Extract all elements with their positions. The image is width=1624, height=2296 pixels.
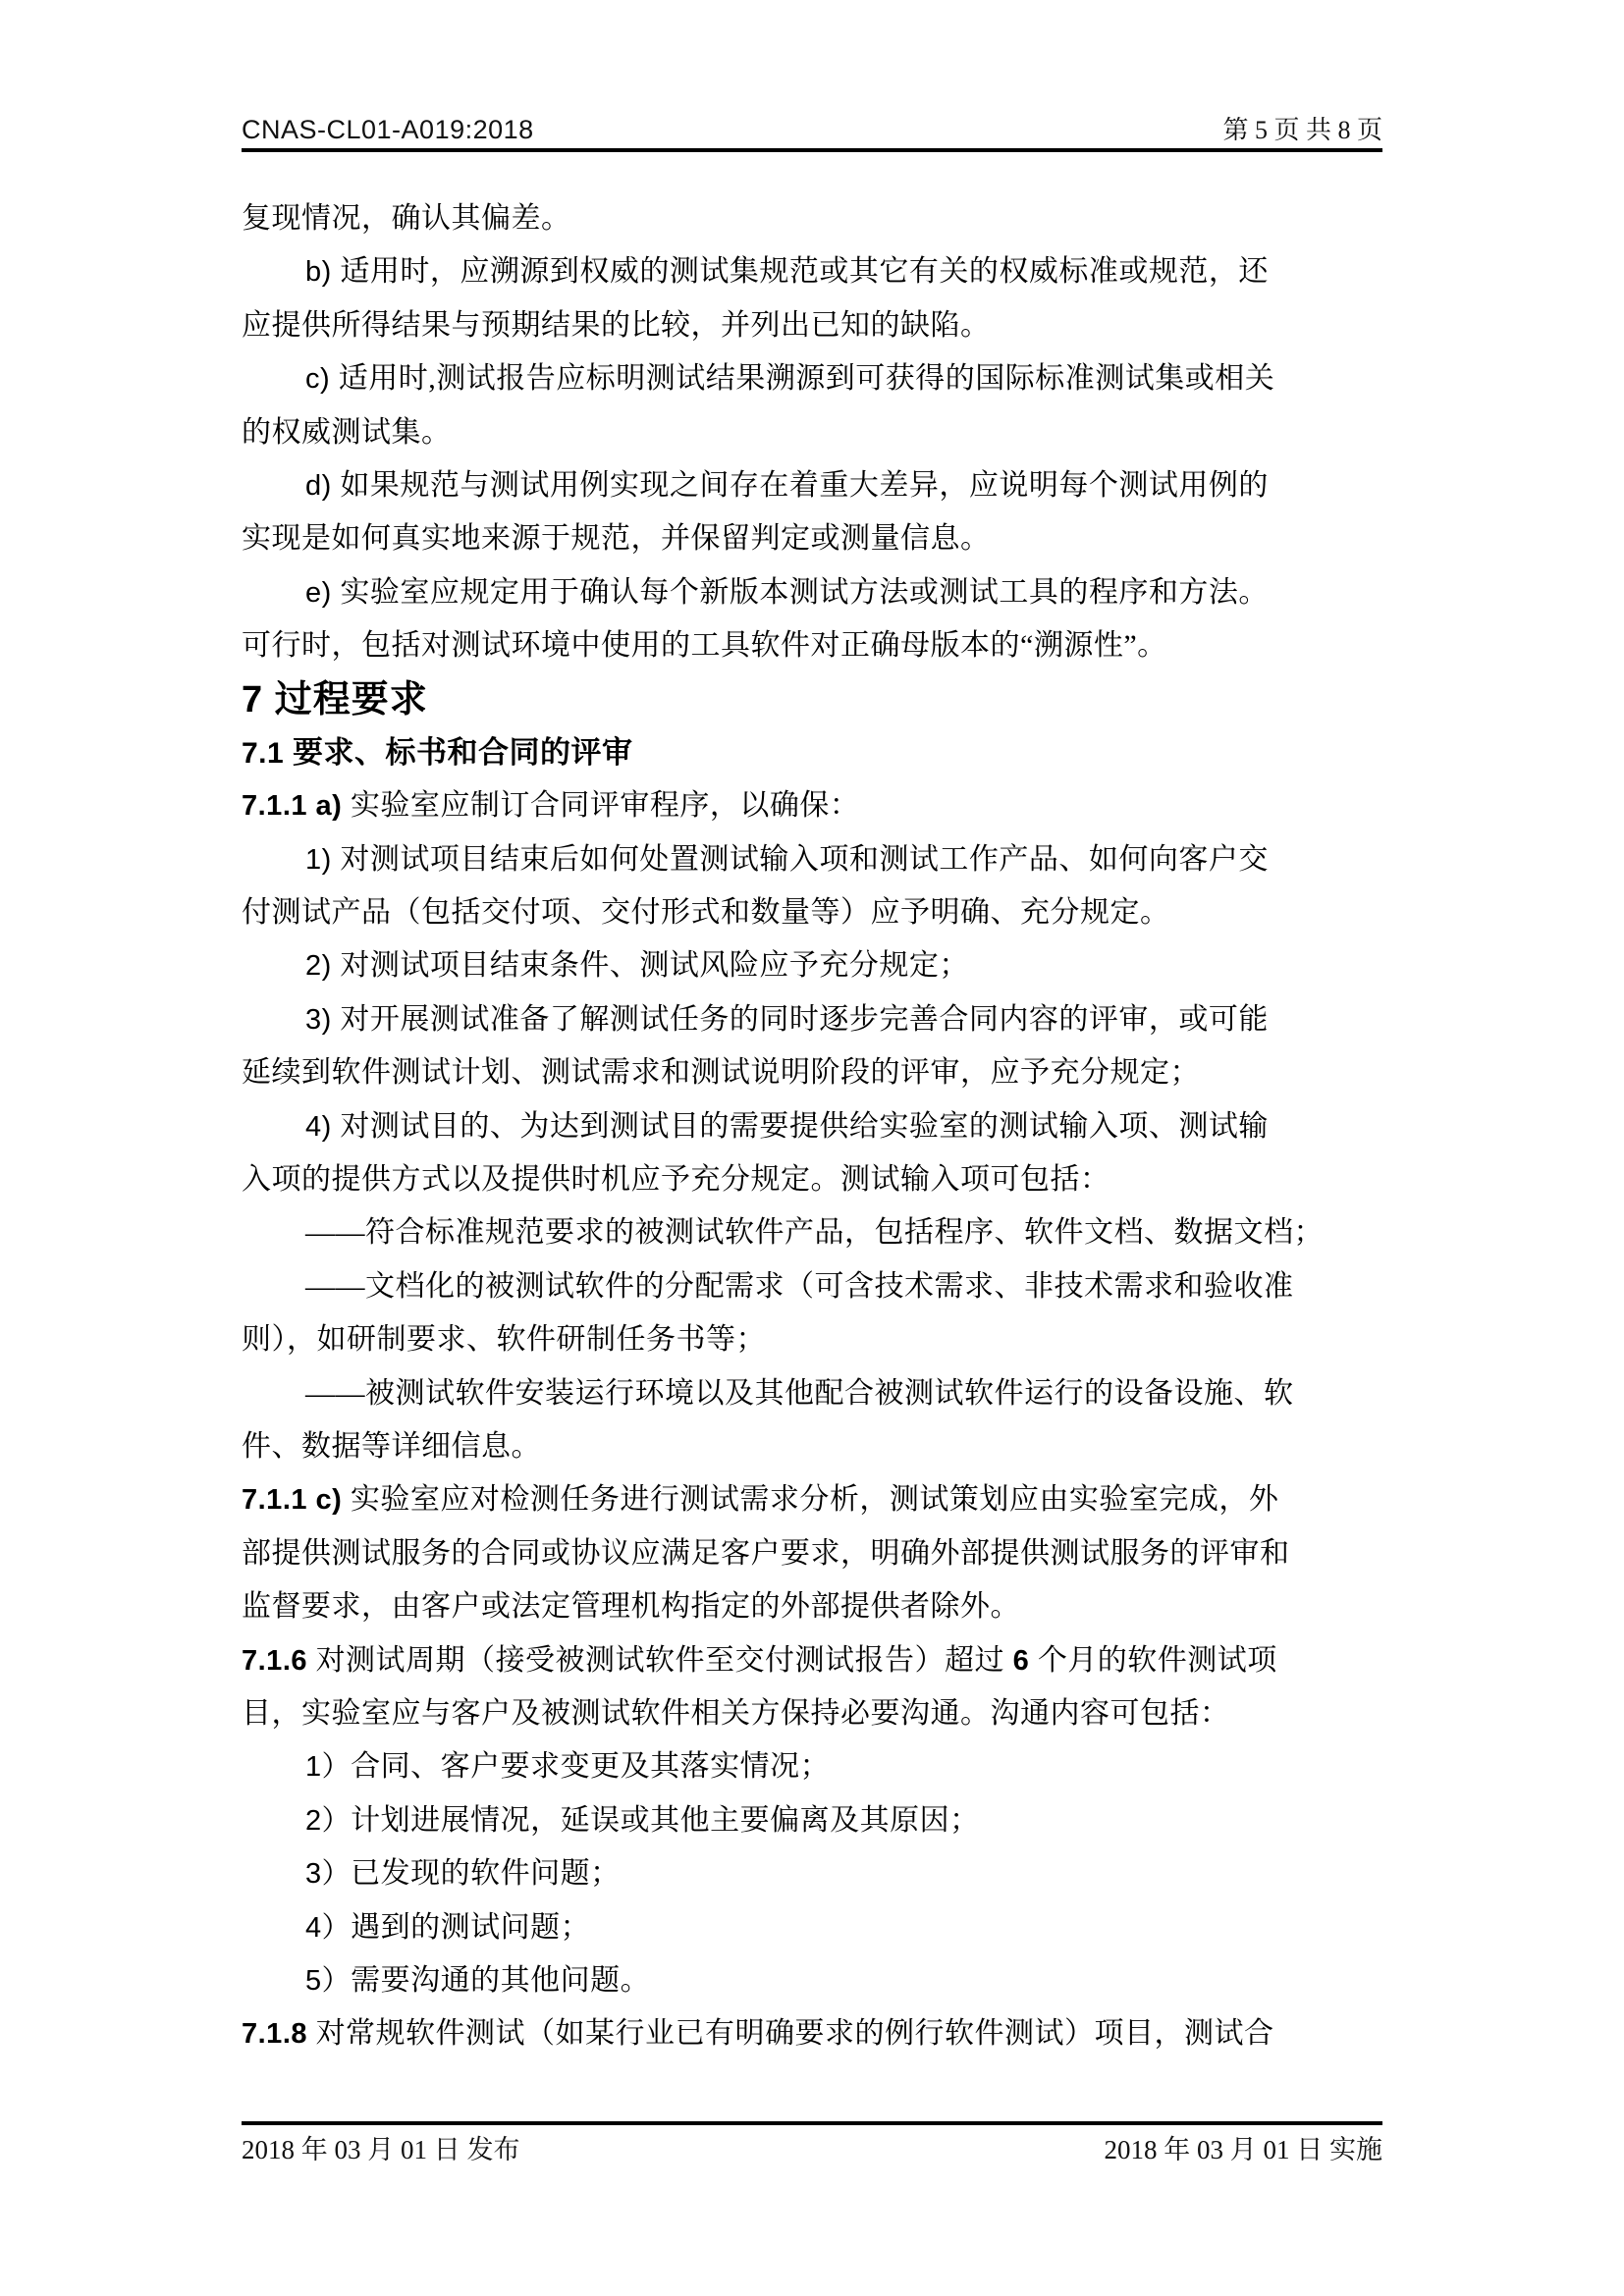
text-segment: 个月的软件测试项 [1037,1643,1277,1677]
footer-implement-date: 2018 年 03 月 01 日 实施 [1104,2135,1382,2164]
text-line-16 [242,993,1386,1046]
text-segment-sansb: 7.1.1 a) [242,790,351,823]
text-segment: 适用时，应溯源到权威的测试集规范或其它有关的权威标准或规范，还 [340,255,1269,289]
text-line-28 [242,1634,1386,1687]
text-line-23 [242,1367,1386,1420]
text-segment-sans: d) [305,469,341,502]
text-segment: 入项的提供方式以及提供时机应予充分规定。测试输入项可包括： [242,1163,1110,1197]
text-segment-sansb: 7.1 [242,736,294,770]
text-line-14 [242,886,1386,939]
text-segment-sansb: 7.1.6 [242,1644,316,1677]
text-segment: 的权威测试集。 [242,415,452,449]
text-segment: 适用时,测试报告应标明测试结果溯源到可获得的国际标准测试集或相关 [338,362,1275,396]
text-segment-sansb: 7 [242,678,275,721]
text-segment: 延续到软件测试计划、测试需求和测试说明阶段的评审，应予充分规定； [242,1056,1200,1090]
text-segment-sans: 2） [305,1804,352,1837]
text-segment-sansb: 6 [1004,1644,1038,1677]
document-body [242,192,1386,2061]
header-page-number: 第 5 页 共 8 页 [1222,116,1382,144]
page-footer [242,2132,1382,2167]
text-segment: 可行时，包括对测试环境中使用的工具软件对正确母版本的“溯源性”。 [242,629,1167,663]
text-line-4 [242,352,1386,405]
text-line-22 [242,1313,1386,1366]
text-segment: 应提供所得结果与预期结果的比较，并列出已知的缺陷。 [242,308,991,342]
text-segment: 需要沟通的其他问题。 [351,1963,651,1997]
text-segment-sansb: 7.1.1 c) [242,1484,351,1517]
text-segment: 对测试目的、为达到测试目的需要提供给实验室的测试输入项、测试输 [340,1109,1269,1143]
text-line-30 [242,1740,1386,1793]
text-line-31 [242,1794,1386,1847]
text-line-5 [242,406,1386,459]
text-segment: 过程要求 [274,678,428,721]
header-doc-code: CNAS-CL01-A019:2018 [242,115,534,144]
text-segment: 实现是如何真实地来源于规范，并保留判定或测量信息。 [242,522,991,556]
text-line-21 [242,1260,1386,1313]
text-segment: 对测试项目结束条件、测试风险应予充分规定； [340,949,969,983]
text-line-19 [242,1153,1386,1206]
text-segment-sans: 5） [305,1964,352,1997]
text-line-1 [242,192,1386,245]
footer-rule [242,2121,1382,2125]
text-segment-sans: 4) [305,1110,341,1143]
text-segment: 部提供测试服务的合同或协议应满足客户要求，明确外部提供测试服务的评审和 [242,1536,1290,1570]
text-segment: 对测试项目结束后如何处置测试输入项和测试工作产品、如何向客户交 [340,842,1269,876]
text-segment: 对常规软件测试（如某行业已有明确要求的例行软件测试）项目，测试合 [315,2017,1274,2051]
text-segment: 遇到的测试问题； [351,1910,591,1944]
page-header [242,110,1382,143]
text-segment: 要求、标书和合同的评审 [293,734,633,770]
text-line-2 [242,245,1386,298]
text-line-12 [242,779,1386,832]
text-line-35 [242,2007,1386,2060]
text-segment: 合同、客户要求变更及其落实情况； [351,1750,831,1784]
text-line-18 [242,1100,1386,1153]
text-line-29 [242,1687,1386,1740]
text-segment: 实验室应对检测任务进行测试需求分析，测试策划应由实验室完成，外 [350,1483,1279,1517]
text-line-25 [242,1473,1386,1526]
text-segment-sans: 1) [305,843,341,876]
text-segment-sans: 4） [305,1911,352,1944]
text-segment: 对测试周期（接受被测试软件至交付测试报告）超过 [315,1643,1005,1677]
text-segment: 实验室应规定用于确认每个新版本测试方法或测试工具的程序和方法。 [340,575,1269,609]
text-segment: ——符合标准规范要求的被测试软件产品，包括程序、软件文档、数据文档； [305,1216,1324,1250]
text-segment-sansb: 7.1.8 [242,2018,316,2051]
text-segment-sans: 3） [305,1858,352,1891]
text-line-13 [242,833,1386,886]
text-segment: 目，实验室应与客户及被测试软件相关方保持必要沟通。沟通内容可包括： [242,1696,1230,1730]
text-segment: 对开展测试准备了解测试任务的同时逐步完善合同内容的评审，或可能 [340,1002,1269,1036]
text-segment: 计划进展情况，延误或其他主要偏离及其原因； [351,1803,980,1837]
text-segment-sans: 1） [305,1751,352,1784]
text-line-24 [242,1420,1386,1473]
text-segment: 付测试产品（包括交付项、交付形式和数量等）应予明确、充分规定。 [242,896,1170,930]
text-segment: 实验室应制订合同评审程序，以确保： [350,789,860,823]
footer-release-date: 2018 年 03 月 01 日 发布 [242,2135,520,2164]
text-line-8 [242,566,1386,619]
text-segment: 复现情况，确认其偏差。 [242,202,571,235]
text-segment-sans: 3) [305,1003,341,1036]
text-segment: 则），如研制要求、软件研制任务书等； [242,1323,766,1357]
text-line-3 [242,299,1386,352]
header-rule [242,148,1382,152]
text-line-15 [242,939,1386,992]
text-segment: ——被测试软件安装运行环境以及其他配合被测试软件运行的设备设施、软 [305,1376,1294,1410]
text-line-27 [242,1580,1386,1633]
text-line-33 [242,1901,1386,1954]
text-line-10 [242,673,1386,726]
text-line-20 [242,1206,1386,1259]
text-segment-sans: e) [305,576,341,609]
text-segment: 监督要求，由客户或法定管理机构指定的外部提供者除外。 [242,1590,1020,1624]
text-segment-sans: 2) [305,950,341,983]
text-line-6 [242,459,1386,512]
text-line-34 [242,1954,1386,2007]
text-segment-sans: c) [305,363,339,396]
text-line-26 [242,1527,1386,1580]
text-line-11 [242,726,1386,779]
text-segment: ——文档化的被测试软件的分配需求（可含技术需求、非技术需求和验收准 [305,1269,1294,1303]
text-segment: 如果规范与测试用例实现之间存在着重大差异，应说明每个测试用例的 [340,468,1269,502]
text-line-32 [242,1847,1386,1900]
text-line-9 [242,619,1386,672]
text-segment: 件、数据等详细信息。 [242,1429,541,1463]
text-line-17 [242,1046,1386,1099]
text-segment: 已发现的软件问题； [351,1857,621,1891]
text-line-7 [242,512,1386,565]
text-segment-sans: b) [305,256,341,289]
